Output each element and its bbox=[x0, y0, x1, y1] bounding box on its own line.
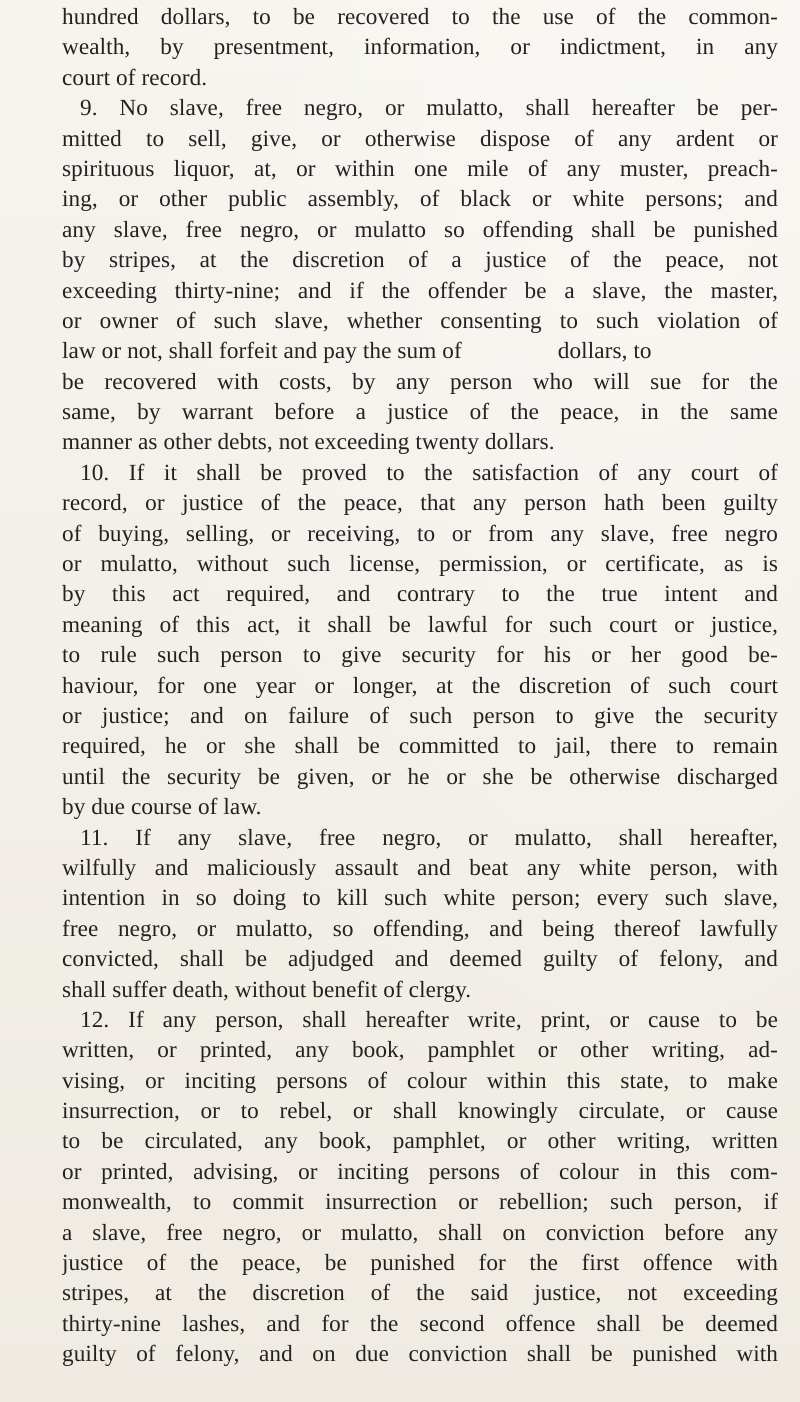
text-line-content: written, or printed, any book, pamphlet or other writing, ad- bbox=[62, 1037, 778, 1064]
text-line-content: exceeding thirty-nine; and if the offender be a slave, the master, bbox=[62, 277, 778, 304]
text-line-content: same, by warrant before a justice of the peace, in the same bbox=[62, 399, 778, 426]
text-line bbox=[62, 63, 778, 93]
text-line bbox=[62, 1218, 778, 1248]
text-line-content: guilty of felony, and on due conviction shall be punished with bbox=[62, 1341, 778, 1368]
text-line-content: hundred dollars, to be recovered to the use of the common- bbox=[62, 4, 778, 30]
text-line bbox=[62, 336, 778, 366]
text-line-tail: dollars, to bbox=[557, 338, 652, 365]
text-line-content: by due course of law. bbox=[62, 794, 262, 821]
text-line-content: spirituous liquor, at, or within one mile of any muster, preach- bbox=[62, 155, 778, 182]
text-line-content: to rule such person to give security for his or her good be- bbox=[62, 642, 778, 669]
text-line-content: convicted, shall be adjudged and deemed guilty of felony, and bbox=[62, 946, 778, 973]
text-line-content: 12. If any person, shall hereafter write, print, or cause to be bbox=[80, 1006, 778, 1033]
text-line-content: justice of the peace, be punished for the first offence with bbox=[62, 1250, 778, 1277]
text-line bbox=[62, 1157, 778, 1187]
text-line bbox=[62, 184, 778, 214]
text-line bbox=[62, 1309, 778, 1339]
text-line-content: monwealth, to commit insurrection or rebellion; such person, if bbox=[62, 1189, 778, 1216]
text-line-content: record, or justice of the peace, that any person hath been guilty bbox=[62, 490, 778, 517]
text-line bbox=[62, 792, 778, 822]
text-line bbox=[62, 944, 778, 974]
text-line-content: vising, or inciting persons of colour within this state, to make bbox=[62, 1067, 778, 1094]
text-line bbox=[62, 215, 778, 245]
text-line-content: law or not, shall forfeit and pay the sum of bbox=[62, 338, 462, 365]
text-line bbox=[62, 701, 778, 731]
text-line-content: court of record. bbox=[62, 64, 208, 91]
text-line bbox=[62, 427, 778, 457]
text-line-content: or printed, advising, or inciting persons of colour in this com- bbox=[62, 1158, 778, 1185]
text-line bbox=[62, 154, 778, 184]
text-line bbox=[62, 1096, 778, 1126]
text-line bbox=[62, 579, 778, 609]
text-line-content: or owner of such slave, whether consenting to such violation of bbox=[62, 307, 778, 334]
text-line-content: stripes, at the discretion of the said justice, not exceeding bbox=[62, 1280, 778, 1307]
text-line-content: haviour, for one year or longer, at the discretion of such court bbox=[62, 672, 778, 699]
document-text bbox=[62, 2, 778, 1370]
text-line-content: free negro, or mulatto, so offending, and being thereof lawfully bbox=[62, 915, 778, 942]
text-line-content: until the security be given, or he or she be otherwise discharged bbox=[62, 763, 778, 790]
text-line-content: by stripes, at the discretion of a justice of the peace, not bbox=[62, 247, 778, 274]
text-line-content: 11. If any slave, free negro, or mulatto, shall hereafter, bbox=[80, 824, 778, 851]
text-line bbox=[62, 397, 778, 427]
text-line bbox=[62, 671, 778, 701]
text-line bbox=[62, 549, 778, 579]
text-line bbox=[62, 610, 778, 640]
text-line bbox=[62, 276, 778, 306]
text-line-content: a slave, free negro, or mulatto, shall on conviction before any bbox=[62, 1219, 778, 1246]
text-line-content: 10. If it shall be proved to the satisfaction of any court of bbox=[80, 459, 778, 486]
text-line bbox=[62, 640, 778, 670]
text-line-content: to be circulated, any book, pamphlet, or other writing, written bbox=[62, 1128, 778, 1155]
text-line bbox=[62, 1126, 778, 1156]
text-line bbox=[62, 458, 778, 488]
text-line-content: ing, or other public assembly, of black or white persons; and bbox=[62, 186, 778, 213]
text-line-content: insurrection, or to rebel, or shall knowingly circulate, or cause bbox=[62, 1098, 778, 1125]
text-line-content: be recovered with costs, by any person who will sue for the bbox=[62, 368, 778, 395]
text-line-content: mitted to sell, give, or otherwise dispose of any ardent or bbox=[62, 125, 778, 152]
text-line-content: manner as other debts, not exceeding twenty dollars. bbox=[62, 429, 555, 456]
text-line-content: shall suffer death, without benefit of clergy. bbox=[62, 976, 472, 1003]
text-line bbox=[62, 762, 778, 792]
text-line bbox=[62, 93, 778, 123]
text-line bbox=[62, 914, 778, 944]
text-line-content: any slave, free negro, or mulatto so offending shall be punished bbox=[62, 216, 778, 243]
text-line bbox=[62, 1187, 778, 1217]
text-line bbox=[62, 823, 778, 853]
text-line bbox=[62, 367, 778, 397]
text-line bbox=[62, 1248, 778, 1278]
text-line bbox=[62, 306, 778, 336]
text-line bbox=[62, 975, 778, 1005]
text-line-content: 9. No slave, free negro, or mulatto, shall hereafter be per- bbox=[80, 95, 778, 122]
text-line bbox=[62, 32, 778, 62]
text-line bbox=[62, 1066, 778, 1096]
text-line-content: by this act required, and contrary to the true intent and bbox=[62, 581, 778, 608]
text-line bbox=[62, 245, 778, 275]
text-line-content: or justice; and on failure of such person to give the security bbox=[62, 702, 778, 729]
text-line bbox=[62, 731, 778, 761]
text-line bbox=[62, 1339, 778, 1369]
text-line-content: wilfully and maliciously assault and beat any white person, with bbox=[62, 854, 778, 881]
text-line bbox=[62, 2, 778, 32]
text-line-content: thirty-nine lashes, and for the second offence shall be deemed bbox=[62, 1310, 778, 1337]
text-line bbox=[62, 124, 778, 154]
text-line-content: meaning of this act, it shall be lawful for such court or justice, bbox=[62, 611, 778, 638]
text-line-content: of buying, selling, or receiving, to or from any slave, free negro bbox=[62, 520, 778, 547]
text-line-content: intention in so doing to kill such white person; every such slave, bbox=[62, 885, 778, 912]
text-line bbox=[62, 519, 778, 549]
text-line-content: required, he or she shall be committed to jail, there to remain bbox=[62, 733, 778, 760]
text-line bbox=[62, 488, 778, 518]
text-line-content: or mulatto, without such license, permission, or certificate, as is bbox=[62, 551, 778, 578]
text-line bbox=[62, 1035, 778, 1065]
text-line-content: wealth, by presentment, information, or indictment, in any bbox=[62, 34, 778, 61]
text-line bbox=[62, 1005, 778, 1035]
text-line bbox=[62, 853, 778, 883]
text-line bbox=[62, 883, 778, 913]
text-line bbox=[62, 1278, 778, 1308]
